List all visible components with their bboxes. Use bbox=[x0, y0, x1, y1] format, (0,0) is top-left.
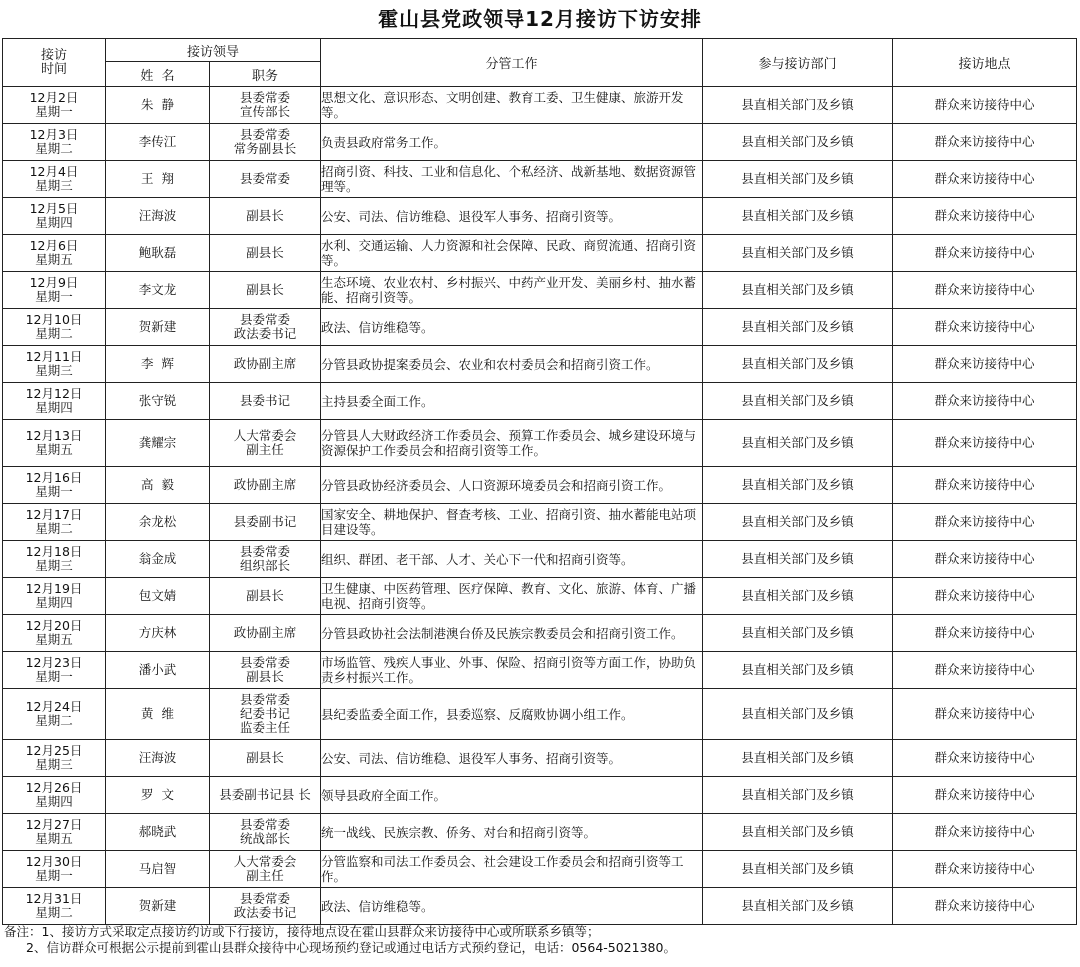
row-date: 12月4日 bbox=[29, 164, 79, 179]
row-name: 潘小武 bbox=[106, 652, 210, 689]
row-dept: 县直相关部门及乡镇 bbox=[703, 383, 893, 420]
row-date: 12月30日 bbox=[25, 854, 83, 869]
row-dept: 县直相关部门及乡镇 bbox=[703, 87, 893, 124]
table-row bbox=[3, 814, 1077, 851]
header-work: 分管工作 bbox=[321, 39, 703, 87]
row-position: 县委常委 组织部长 bbox=[210, 541, 321, 578]
row-work: 卫生健康、中医药管理、医疗保障、教育、文化、旅游、体育、广播电视、招商引资等。 bbox=[321, 578, 703, 615]
row-place: 群众来访接待中心 bbox=[893, 467, 1077, 504]
row-work: 分管县政协社会法制港澳台侨及民族宗教委员会和招商引资工作。 bbox=[321, 615, 703, 652]
row-position: 政协副主席 bbox=[210, 346, 321, 383]
row-position: 县委副书记县 长 bbox=[210, 777, 321, 814]
row-time bbox=[3, 578, 106, 615]
row-time bbox=[3, 309, 106, 346]
row-work: 生态环境、农业农村、乡村振兴、中药产业开发、美丽乡村、抽水蓄能、招商引资等。 bbox=[321, 272, 703, 309]
footnote-line-1: 备注：1、接访方式采取定点接访约访或下行接访，接待地点设在霍山县群众来访接待中心或所联系乡镇等； bbox=[4, 924, 600, 939]
row-weekday: 星期二 bbox=[35, 521, 73, 536]
header-name: 姓 名 bbox=[106, 62, 210, 87]
row-date: 12月9日 bbox=[29, 275, 79, 290]
row-time bbox=[3, 161, 106, 198]
row-place: 群众来访接待中心 bbox=[893, 235, 1077, 272]
row-date: 12月3日 bbox=[29, 127, 79, 142]
row-place: 群众来访接待中心 bbox=[893, 615, 1077, 652]
row-time bbox=[3, 740, 106, 777]
row-weekday: 星期三 bbox=[35, 558, 73, 573]
row-weekday: 星期五 bbox=[35, 831, 73, 846]
row-position: 人大常委会 副主任 bbox=[210, 420, 321, 467]
row-dept: 县直相关部门及乡镇 bbox=[703, 198, 893, 235]
row-place: 群众来访接待中心 bbox=[893, 309, 1077, 346]
row-date: 12月13日 bbox=[25, 428, 83, 443]
row-position: 县委常委 政法委书记 bbox=[210, 309, 321, 346]
table-row bbox=[3, 161, 1077, 198]
row-weekday: 星期一 bbox=[35, 289, 73, 304]
row-weekday: 星期一 bbox=[35, 669, 73, 684]
table-row bbox=[3, 346, 1077, 383]
row-place: 群众来访接待中心 bbox=[893, 851, 1077, 888]
row-time bbox=[3, 383, 106, 420]
table-row bbox=[3, 652, 1077, 689]
row-name: 鲍耿磊 bbox=[106, 235, 210, 272]
table-row bbox=[3, 124, 1077, 161]
row-position: 县委常委 宣传部长 bbox=[210, 87, 321, 124]
row-time bbox=[3, 467, 106, 504]
row-time bbox=[3, 504, 106, 541]
row-position: 县委书记 bbox=[210, 383, 321, 420]
row-dept: 县直相关部门及乡镇 bbox=[703, 689, 893, 740]
row-name: 余龙松 bbox=[106, 504, 210, 541]
table-row bbox=[3, 504, 1077, 541]
row-name: 汪海波 bbox=[106, 198, 210, 235]
row-work: 分管县人大财政经济工作委员会、预算工作委员会、城乡建设环境与资源保护工作委员会和招商引资等工作。 bbox=[321, 420, 703, 467]
row-weekday: 星期二 bbox=[35, 905, 73, 920]
footnote-line-2: 2、信访群众可根据公示提前到霍山县群众接待中心现场预约登记或通过电话方式预约登记，电话：0564-5021380。 bbox=[26, 940, 676, 955]
table-row bbox=[3, 541, 1077, 578]
row-time bbox=[3, 420, 106, 467]
row-work: 公安、司法、信访维稳、退役军人事务、招商引资等。 bbox=[321, 740, 703, 777]
row-position: 政协副主席 bbox=[210, 615, 321, 652]
row-dept: 县直相关部门及乡镇 bbox=[703, 346, 893, 383]
row-time bbox=[3, 652, 106, 689]
row-weekday: 星期三 bbox=[35, 757, 73, 772]
row-weekday: 星期三 bbox=[35, 363, 73, 378]
row-place: 群众来访接待中心 bbox=[893, 814, 1077, 851]
table-row bbox=[3, 272, 1077, 309]
table-row bbox=[3, 777, 1077, 814]
table-row bbox=[3, 198, 1077, 235]
row-weekday: 星期三 bbox=[35, 178, 73, 193]
row-dept: 县直相关部门及乡镇 bbox=[703, 888, 893, 925]
row-date: 12月5日 bbox=[29, 201, 79, 216]
row-date: 12月27日 bbox=[25, 817, 83, 832]
row-place: 群众来访接待中心 bbox=[893, 87, 1077, 124]
row-work: 水利、交通运输、人力资源和社会保障、民政、商贸流通、招商引资等。 bbox=[321, 235, 703, 272]
row-dept: 县直相关部门及乡镇 bbox=[703, 615, 893, 652]
row-position: 县委常委 常务副县长 bbox=[210, 124, 321, 161]
row-weekday: 星期二 bbox=[35, 713, 73, 728]
row-weekday: 星期一 bbox=[35, 868, 73, 883]
table-row bbox=[3, 888, 1077, 925]
row-time bbox=[3, 851, 106, 888]
row-date: 12月17日 bbox=[25, 507, 83, 522]
row-work: 公安、司法、信访维稳、退役军人事务、招商引资等。 bbox=[321, 198, 703, 235]
row-name: 李 辉 bbox=[106, 346, 210, 383]
table-row bbox=[3, 740, 1077, 777]
row-date: 12月24日 bbox=[25, 699, 83, 714]
row-date: 12月12日 bbox=[25, 386, 83, 401]
row-position: 副县长 bbox=[210, 272, 321, 309]
schedule-table bbox=[2, 38, 1077, 925]
row-name: 罗 文 bbox=[106, 777, 210, 814]
row-work: 主持县委全面工作。 bbox=[321, 383, 703, 420]
row-dept: 县直相关部门及乡镇 bbox=[703, 652, 893, 689]
row-position: 副县长 bbox=[210, 578, 321, 615]
table-row bbox=[3, 235, 1077, 272]
row-weekday: 星期二 bbox=[35, 326, 73, 341]
header-place: 接访地点 bbox=[893, 39, 1077, 87]
row-position: 副县长 bbox=[210, 198, 321, 235]
row-time bbox=[3, 235, 106, 272]
row-dept: 县直相关部门及乡镇 bbox=[703, 851, 893, 888]
row-name: 贺新建 bbox=[106, 309, 210, 346]
row-place: 群众来访接待中心 bbox=[893, 740, 1077, 777]
row-date: 12月16日 bbox=[25, 470, 83, 485]
row-work: 思想文化、意识形态、文明创建、教育工委、卫生健康、旅游开发等。 bbox=[321, 87, 703, 124]
row-place: 群众来访接待中心 bbox=[893, 124, 1077, 161]
row-date: 12月6日 bbox=[29, 238, 79, 253]
row-time bbox=[3, 888, 106, 925]
row-weekday: 星期五 bbox=[35, 442, 73, 457]
row-name: 龚耀宗 bbox=[106, 420, 210, 467]
table-row bbox=[3, 689, 1077, 740]
header-time: 接访 时间 bbox=[3, 39, 106, 87]
row-work: 分管监察和司法工作委员会、社会建设工作委员会和招商引资等工作。 bbox=[321, 851, 703, 888]
row-weekday: 星期四 bbox=[35, 595, 73, 610]
row-place: 群众来访接待中心 bbox=[893, 504, 1077, 541]
row-time bbox=[3, 777, 106, 814]
row-dept: 县直相关部门及乡镇 bbox=[703, 235, 893, 272]
row-place: 群众来访接待中心 bbox=[893, 689, 1077, 740]
row-dept: 县直相关部门及乡镇 bbox=[703, 578, 893, 615]
row-position: 副县长 bbox=[210, 740, 321, 777]
row-weekday: 星期五 bbox=[35, 252, 73, 267]
row-weekday: 星期四 bbox=[35, 400, 73, 415]
row-dept: 县直相关部门及乡镇 bbox=[703, 504, 893, 541]
row-date: 12月10日 bbox=[25, 312, 83, 327]
table-row bbox=[3, 467, 1077, 504]
row-work: 分管县政协提案委员会、农业和农村委员会和招商引资工作。 bbox=[321, 346, 703, 383]
row-time bbox=[3, 198, 106, 235]
row-dept: 县直相关部门及乡镇 bbox=[703, 467, 893, 504]
row-date: 12月20日 bbox=[25, 618, 83, 633]
table-row bbox=[3, 87, 1077, 124]
row-name: 贺新建 bbox=[106, 888, 210, 925]
row-name: 汪海波 bbox=[106, 740, 210, 777]
row-name: 王 翔 bbox=[106, 161, 210, 198]
row-name: 李文龙 bbox=[106, 272, 210, 309]
table-row bbox=[3, 578, 1077, 615]
row-time bbox=[3, 124, 106, 161]
row-dept: 县直相关部门及乡镇 bbox=[703, 777, 893, 814]
row-work: 负责县政府常务工作。 bbox=[321, 124, 703, 161]
row-name: 黄 维 bbox=[106, 689, 210, 740]
row-dept: 县直相关部门及乡镇 bbox=[703, 309, 893, 346]
row-place: 群众来访接待中心 bbox=[893, 578, 1077, 615]
row-place: 群众来访接待中心 bbox=[893, 777, 1077, 814]
table-row bbox=[3, 420, 1077, 467]
row-date: 12月18日 bbox=[25, 544, 83, 559]
row-weekday: 星期四 bbox=[35, 794, 73, 809]
row-date: 12月26日 bbox=[25, 780, 83, 795]
row-name: 马启智 bbox=[106, 851, 210, 888]
row-dept: 县直相关部门及乡镇 bbox=[703, 272, 893, 309]
row-time bbox=[3, 346, 106, 383]
row-dept: 县直相关部门及乡镇 bbox=[703, 161, 893, 198]
row-work: 领导县政府全面工作。 bbox=[321, 777, 703, 814]
row-dept: 县直相关部门及乡镇 bbox=[703, 814, 893, 851]
row-place: 群众来访接待中心 bbox=[893, 541, 1077, 578]
row-position: 副县长 bbox=[210, 235, 321, 272]
row-dept: 县直相关部门及乡镇 bbox=[703, 420, 893, 467]
row-position: 政协副主席 bbox=[210, 467, 321, 504]
row-place: 群众来访接待中心 bbox=[893, 652, 1077, 689]
row-dept: 县直相关部门及乡镇 bbox=[703, 740, 893, 777]
row-name: 包文婧 bbox=[106, 578, 210, 615]
row-time bbox=[3, 689, 106, 740]
row-position: 县委常委 副县长 bbox=[210, 652, 321, 689]
row-work: 统一战线、民族宗教、侨务、对台和招商引资等。 bbox=[321, 814, 703, 851]
row-place: 群众来访接待中心 bbox=[893, 888, 1077, 925]
row-work: 县纪委监委全面工作，县委巡察、反腐败协调小组工作。 bbox=[321, 689, 703, 740]
row-place: 群众来访接待中心 bbox=[893, 198, 1077, 235]
row-time bbox=[3, 615, 106, 652]
row-name: 翁金成 bbox=[106, 541, 210, 578]
table-row bbox=[3, 309, 1077, 346]
row-time bbox=[3, 87, 106, 124]
row-name: 李传江 bbox=[106, 124, 210, 161]
row-time bbox=[3, 814, 106, 851]
row-work: 招商引资、科技、工业和信息化、个私经济、战新基地、数据资源管理等。 bbox=[321, 161, 703, 198]
row-place: 群众来访接待中心 bbox=[893, 420, 1077, 467]
row-weekday: 星期二 bbox=[35, 141, 73, 156]
row-work: 组织、群团、老干部、人才、关心下一代和招商引资等。 bbox=[321, 541, 703, 578]
row-position: 县委常委 统战部长 bbox=[210, 814, 321, 851]
table-row bbox=[3, 851, 1077, 888]
row-work: 市场监管、残疾人事业、外事、保险、招商引资等方面工作，协助负责乡村振兴工作。 bbox=[321, 652, 703, 689]
row-weekday: 星期四 bbox=[35, 215, 73, 230]
row-position: 人大常委会 副主任 bbox=[210, 851, 321, 888]
row-work: 国家安全、耕地保护、督查考核、工业、招商引资、抽水蓄能电站项目建设等。 bbox=[321, 504, 703, 541]
row-name: 郝晓武 bbox=[106, 814, 210, 851]
row-date: 12月25日 bbox=[25, 743, 83, 758]
row-place: 群众来访接待中心 bbox=[893, 383, 1077, 420]
header-dept: 参与接访部门 bbox=[703, 39, 893, 87]
row-name: 张守锐 bbox=[106, 383, 210, 420]
row-date: 12月31日 bbox=[25, 891, 83, 906]
row-place: 群众来访接待中心 bbox=[893, 161, 1077, 198]
row-name: 方庆林 bbox=[106, 615, 210, 652]
row-name: 高 毅 bbox=[106, 467, 210, 504]
row-time bbox=[3, 541, 106, 578]
row-position: 县委常委 bbox=[210, 161, 321, 198]
schedule-body bbox=[3, 87, 1077, 925]
header-leader-group: 接访领导 bbox=[106, 39, 321, 62]
header-position: 职务 bbox=[210, 62, 321, 87]
table-row bbox=[3, 615, 1077, 652]
row-dept: 县直相关部门及乡镇 bbox=[703, 124, 893, 161]
page-title: 霍山县党政领导12月接访下访安排 bbox=[378, 7, 702, 31]
row-place: 群众来访接待中心 bbox=[893, 346, 1077, 383]
row-position: 县委常委 纪委书记 监委主任 bbox=[210, 689, 321, 740]
table-row bbox=[3, 383, 1077, 420]
footnote bbox=[4, 924, 1074, 956]
row-date: 12月11日 bbox=[25, 349, 83, 364]
row-work: 政法、信访维稳等。 bbox=[321, 888, 703, 925]
row-position: 县委副书记 bbox=[210, 504, 321, 541]
row-dept: 县直相关部门及乡镇 bbox=[703, 541, 893, 578]
row-position: 县委常委 政法委书记 bbox=[210, 888, 321, 925]
row-weekday: 星期一 bbox=[35, 104, 73, 119]
row-date: 12月19日 bbox=[25, 581, 83, 596]
row-weekday: 星期五 bbox=[35, 632, 73, 647]
row-time bbox=[3, 272, 106, 309]
row-date: 12月2日 bbox=[29, 90, 79, 105]
row-name: 朱 静 bbox=[106, 87, 210, 124]
row-place: 群众来访接待中心 bbox=[893, 272, 1077, 309]
row-work: 分管县政协经济委员会、人口资源环境委员会和招商引资工作。 bbox=[321, 467, 703, 504]
row-work: 政法、信访维稳等。 bbox=[321, 309, 703, 346]
row-date: 12月23日 bbox=[25, 655, 83, 670]
row-weekday: 星期一 bbox=[35, 484, 73, 499]
